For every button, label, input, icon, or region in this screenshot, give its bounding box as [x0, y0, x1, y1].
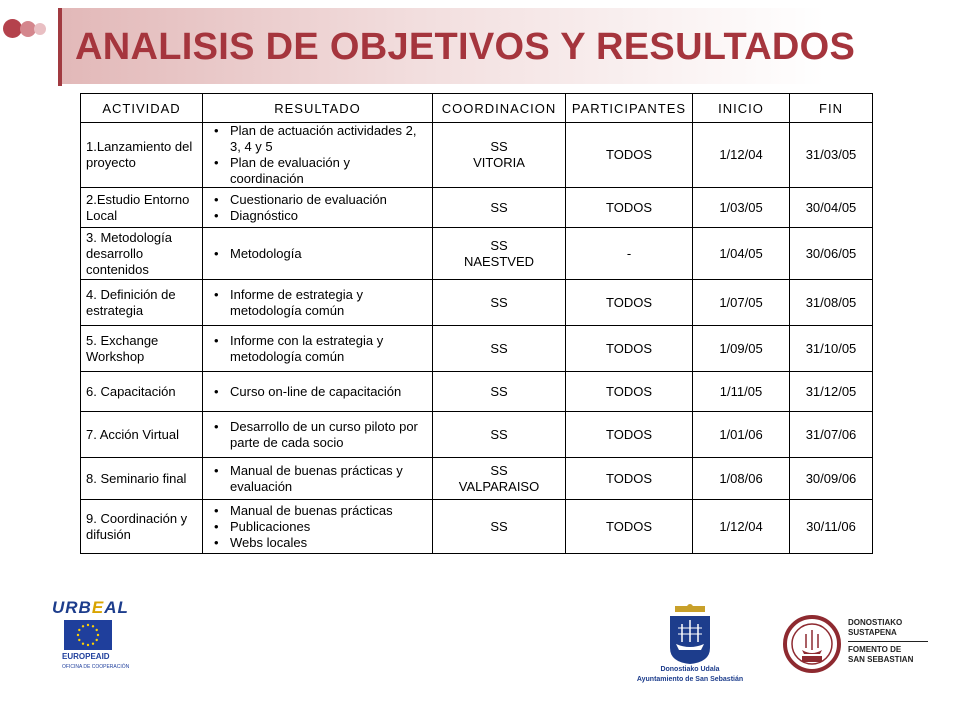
- coordinacion-line: SS: [490, 426, 508, 442]
- cell-actividad: 6. Capacitación: [81, 372, 203, 412]
- header-participantes: PARTICIPANTES: [566, 94, 693, 123]
- cell-participantes: TODOS: [566, 372, 693, 412]
- resultado-list: [208, 246, 427, 262]
- cell-inicio: 1/12/04: [693, 500, 790, 554]
- cell-coordinacion: [433, 228, 566, 280]
- resultado-item: • Plan de actuación actividades 2, 3, 4 y 5: [208, 123, 427, 155]
- oficina-label: OFICINA DE COOPERACIÓN: [62, 664, 130, 670]
- cell-participantes: TODOS: [566, 123, 693, 188]
- table-row: [81, 280, 873, 326]
- resultado-item: • Desarrollo de un curso piloto por parte de cada socio: [208, 419, 427, 451]
- cell-fin: 31/08/05: [790, 280, 873, 326]
- cell-resultado: [203, 458, 433, 500]
- donostia-logo: [630, 604, 750, 694]
- fomento-line-4: SAN SEBASTIAN: [848, 655, 914, 664]
- cell-actividad: 9. Coordinación y difusión: [81, 500, 203, 554]
- cell-participantes: TODOS: [566, 412, 693, 458]
- resultado-item: • Publicaciones: [208, 519, 427, 535]
- table-row: [81, 500, 873, 554]
- coordinacion-line: NAESTVED: [463, 253, 535, 269]
- table-row: [81, 412, 873, 458]
- donostia-label-2: Ayuntamiento de San Sebastián: [636, 676, 744, 683]
- cell-coordinacion: [433, 123, 566, 188]
- cell-participantes: TODOS: [566, 500, 693, 554]
- title-accent-bar: [58, 8, 62, 86]
- coordinacion-line: SS: [490, 518, 508, 534]
- resultado-item: • Informe con la estrategia y metodología común: [208, 333, 427, 365]
- cell-resultado: [203, 500, 433, 554]
- cell-fin: 30/04/05: [790, 188, 873, 228]
- resultado-list: [208, 123, 427, 187]
- cell-fin: 31/03/05: [790, 123, 873, 188]
- cell-inicio: 1/09/05: [693, 326, 790, 372]
- resultado-list: [208, 419, 427, 451]
- cell-actividad: 7. Acción Virtual: [81, 412, 203, 458]
- donostia-shield-icon: [630, 604, 750, 666]
- header-inicio: INICIO: [693, 94, 790, 123]
- urbal-wordmark: URBEAL: [52, 598, 129, 617]
- cell-coordinacion: [433, 372, 566, 412]
- cell-fin: 30/09/06: [790, 458, 873, 500]
- cell-resultado: [203, 326, 433, 372]
- coordinacion-line: SS: [490, 199, 508, 215]
- cell-fin: 31/12/05: [790, 372, 873, 412]
- cell-coordinacion: [433, 458, 566, 500]
- cell-actividad: 8. Seminario final: [81, 458, 203, 500]
- resultado-list: [208, 463, 427, 495]
- resultado-item: • Informe de estrategia y metodología común: [208, 287, 427, 319]
- table-row: [81, 326, 873, 372]
- cell-participantes: TODOS: [566, 458, 693, 500]
- header-resultado: RESULTADO: [203, 94, 433, 123]
- resultado-list: [208, 503, 427, 551]
- coordinacion-line: VITORIA: [473, 155, 525, 170]
- cell-actividad: 5. Exchange Workshop: [81, 326, 203, 372]
- cell-participantes: TODOS: [566, 326, 693, 372]
- fomento-wordmark: [848, 618, 948, 665]
- cell-participantes: -: [566, 228, 693, 280]
- cell-inicio: 1/01/06: [693, 412, 790, 458]
- resultado-item: • Curso on-line de capacitación: [208, 384, 427, 400]
- cell-fin: 30/06/05: [790, 228, 873, 280]
- urbal-logo: [52, 598, 130, 678]
- cell-coordinacion: [433, 188, 566, 228]
- cell-actividad: 4. Definición de estrategia: [81, 280, 203, 326]
- resultado-list: [208, 287, 427, 319]
- resultado-list: [208, 192, 427, 224]
- cell-resultado: [203, 280, 433, 326]
- coordinacion-line: VALPARAISO: [458, 478, 540, 494]
- cell-actividad: 3. Metodología desarrollo contenidos: [81, 228, 203, 280]
- fomento-line-3: FOMENTO DE: [848, 645, 902, 654]
- coordinacion-line: SS: [490, 139, 508, 154]
- cell-actividad: 1.Lanzamiento del proyecto: [81, 123, 203, 188]
- resultado-item: • Webs locales: [208, 535, 427, 551]
- cell-resultado: [203, 188, 433, 228]
- resultado-item: • Diagnóstico: [208, 208, 427, 224]
- cell-inicio: 1/07/05: [693, 280, 790, 326]
- page-title: ANALISIS DE OBJETIVOS Y RESULTADOS: [75, 26, 856, 68]
- table-row: [81, 228, 873, 280]
- resultado-list: [208, 333, 427, 365]
- eu-flag-icon: [64, 620, 112, 650]
- cell-inicio: 1/08/06: [693, 458, 790, 500]
- resultado-item: • Plan de evaluación y coordinación: [208, 155, 427, 187]
- resultado-item: • Metodología: [208, 246, 427, 262]
- header-fin: FIN: [790, 94, 873, 123]
- cell-resultado: [203, 412, 433, 458]
- donostia-label-1: Donostiako Udala: [660, 666, 720, 673]
- europeaid-label: EUROPEAID: [62, 652, 110, 661]
- resultado-list: [208, 384, 427, 400]
- cell-coordinacion: [433, 412, 566, 458]
- cell-resultado: [203, 372, 433, 412]
- coordinacion-line: SS: [490, 294, 508, 310]
- cell-participantes: TODOS: [566, 188, 693, 228]
- cell-inicio: 1/11/05: [693, 372, 790, 412]
- coordinacion-line: SS: [490, 237, 508, 253]
- cell-inicio: 1/03/05: [693, 188, 790, 228]
- cell-fin: 31/10/05: [790, 326, 873, 372]
- cell-inicio: 1/04/05: [693, 228, 790, 280]
- resultado-item: • Manual de buenas prácticas: [208, 503, 427, 519]
- cell-fin: 31/07/06: [790, 412, 873, 458]
- coordinacion-line: SS: [490, 383, 508, 399]
- cell-coordinacion: [433, 280, 566, 326]
- cell-coordinacion: [433, 326, 566, 372]
- cell-fin: 30/11/06: [790, 500, 873, 554]
- cell-resultado: [203, 228, 433, 280]
- header-actividad: ACTIVIDAD: [81, 94, 203, 123]
- coordinacion-line: SS: [490, 462, 508, 478]
- table-row: [81, 188, 873, 228]
- table-row: [81, 458, 873, 500]
- fomento-seal-icon: [782, 614, 842, 674]
- table-header-row: [81, 94, 873, 123]
- cell-inicio: 1/12/04: [693, 123, 790, 188]
- cell-resultado: [203, 123, 433, 188]
- fomento-divider: [848, 641, 928, 642]
- cell-actividad: 2.Estudio Entorno Local: [81, 188, 203, 228]
- resultado-item: • Manual de buenas prácticas y evaluación: [208, 463, 427, 495]
- coordinacion-line: SS: [490, 340, 508, 356]
- cell-coordinacion: [433, 500, 566, 554]
- objectives-table: [80, 93, 873, 554]
- decor-dot-icon: [34, 23, 46, 35]
- fomento-line-2: SUSTAPENA: [848, 628, 897, 637]
- table-row: [81, 123, 873, 188]
- header-coordinacion: COORDINACION: [433, 94, 566, 123]
- cell-participantes: TODOS: [566, 280, 693, 326]
- table-row: [81, 372, 873, 412]
- resultado-item: • Cuestionario de evaluación: [208, 192, 427, 208]
- fomento-line-1: DONOSTIAKO: [848, 618, 903, 627]
